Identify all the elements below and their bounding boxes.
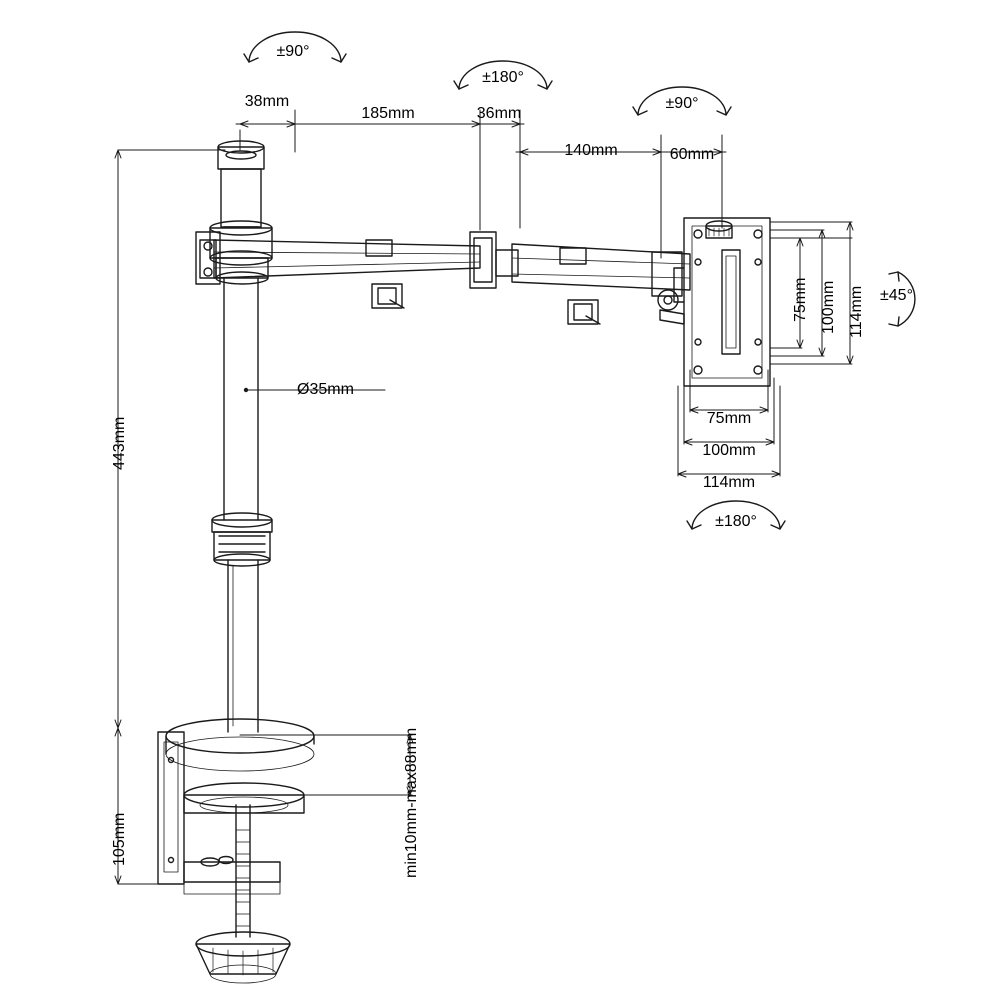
label-arm-segment-2: 140mm <box>564 142 618 159</box>
dimension-vesa-vertical <box>770 222 853 364</box>
dimension-lines-top <box>236 121 726 155</box>
dimension-extension-lines-top <box>240 110 722 258</box>
label-vesa-horizontal-100: 100mm <box>702 442 756 459</box>
label-vesa-horizontal-114: 114mm <box>702 474 756 491</box>
label-forearm-swivel: ±90° <box>665 95 699 112</box>
label-head-offset: 60mm <box>669 146 715 163</box>
dimension-left-443 <box>115 150 225 728</box>
label-pole-height: 443mm <box>111 416 128 470</box>
vesa-head-plate <box>674 218 770 386</box>
pole-assembly <box>210 141 272 732</box>
label-vesa-horizontal-75: 75mm <box>706 410 752 427</box>
dimension-desk-thickness <box>240 735 413 795</box>
label-desk-thickness: min10mm-max88mm <box>403 727 420 878</box>
label-top-offset: 38mm <box>244 93 290 110</box>
label-vesa-vertical-100: 100mm <box>820 280 837 334</box>
label-head-tilt: ±45° <box>880 287 913 304</box>
desk-clamp-assembly <box>158 719 314 983</box>
arm-assembly <box>196 232 690 324</box>
label-clamp-height: 105mm <box>111 812 128 866</box>
label-arm-segment-1: 185mm <box>361 105 415 122</box>
label-head-rotation: ±180° <box>715 513 757 530</box>
label-joint-gap: 36mm <box>476 105 522 122</box>
label-vesa-vertical-114: 114mm <box>848 285 865 338</box>
label-pole-diameter: Ø35mm <box>297 381 354 398</box>
label-vesa-vertical-75: 75mm <box>792 277 809 322</box>
label-elbow-rotation: ±180° <box>482 69 524 86</box>
label-pole-swivel: ±90° <box>276 43 310 60</box>
